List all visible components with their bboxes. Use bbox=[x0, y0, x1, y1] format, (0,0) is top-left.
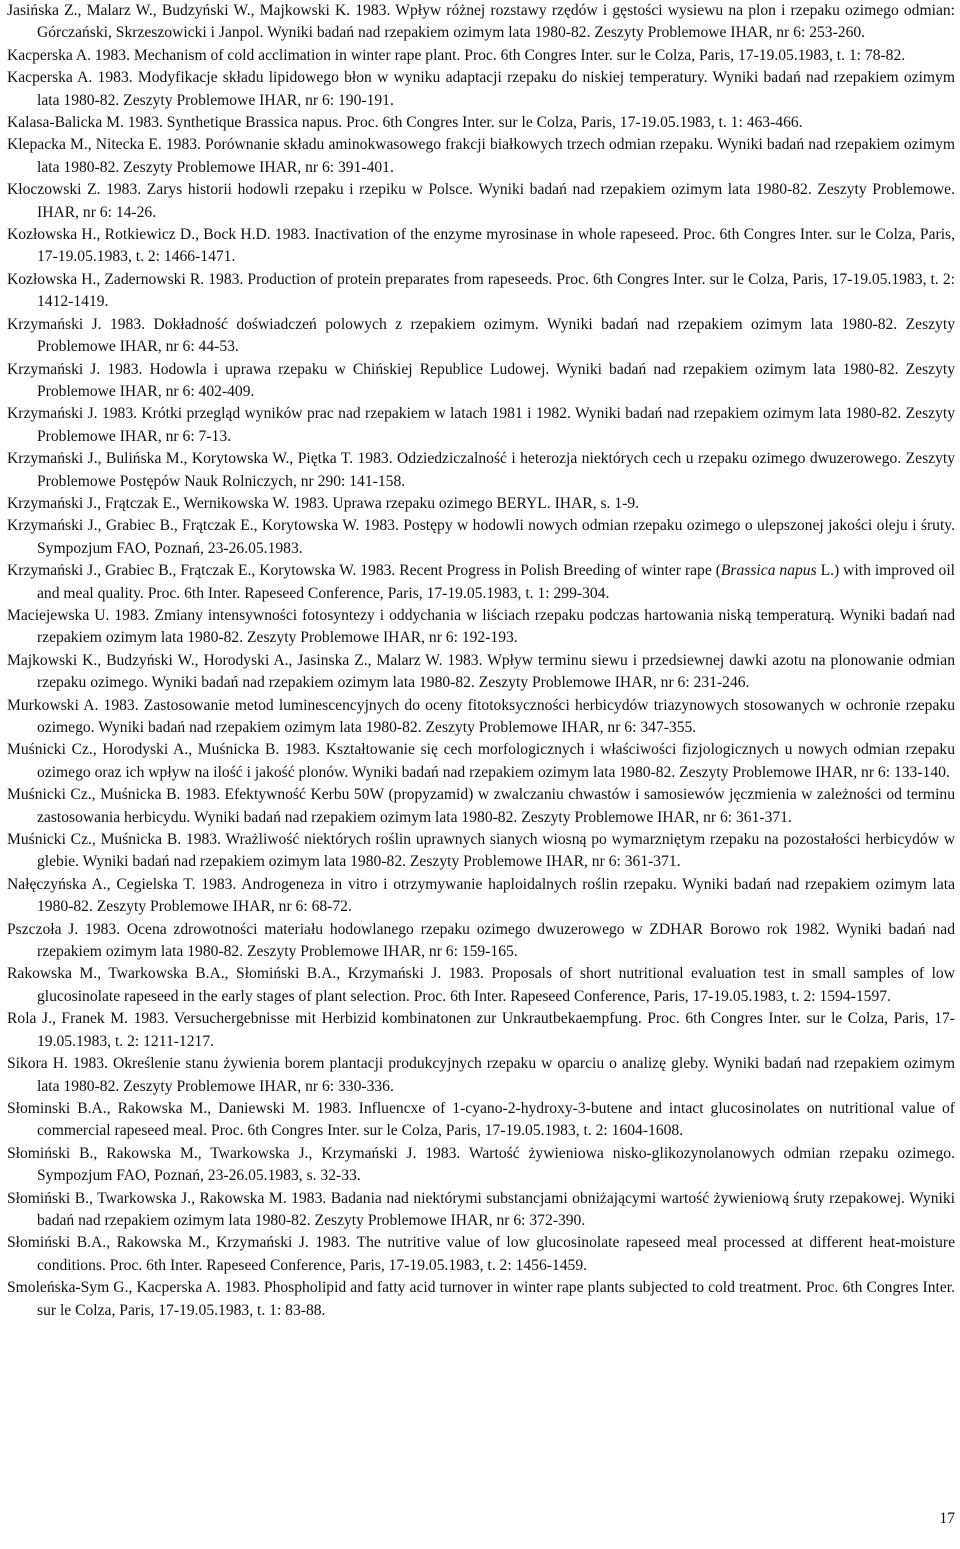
reference-item: Krzymański J., Grabiec B., Frątczak E., Korytowska W. 1983. Recent Progress in Polish Breeding of winter rape (Brassica napus L.) with improved oil and meal quality. Proc. 6th Inter. Rapeseed Conference, Paris, 17-19.05.1983, t. 1: 299-304. bbox=[7, 562, 955, 602]
reference-item: Kozłowska H., Rotkiewicz D., Bock H.D. 1983. Inactivation of the enzyme myrosinase in whole rapeseed. Proc. 6th Congres Inter. sur le Colza, Paris, 17-19.05.1983, t. 2: 1466-1471. bbox=[7, 226, 955, 266]
reference-item: Słomiński B., Rakowska M., Twarkowska J., Krzymański J. 1983. Wartość żywieniowa nisko-glikozynolanowych odmian rzepaku ozimego. Sympozjum FAO, Poznań, 23-26.05.1983, s. 32-33. bbox=[7, 1144, 955, 1185]
reference-item: Smoleńska-Sym G., Kacperska A. 1983. Phospholipid and fatty acid turnover in winter rape plants subjected to cold treatment. Proc. 6th Congres Inter. sur le Colza, Paris, 17-19.05.1983, t. 1: 83-88. bbox=[7, 1279, 955, 1319]
reference-item: Klepacka M., Nitecka E. 1983. Porównanie składu aminokwasowego frakcji białkowych trzech odmian rzepaku. Wyniki badań nad rzepakiem ozimym lata 1980-82. Zeszyty Problemowe IHAR, nr 6: 391-401. bbox=[7, 136, 955, 176]
reference-item: Sikora H. 1983. Określenie stanu żywienia borem plantacji produkcyjnych rzepaku w oparciu o analizę gleby. Wyniki badań nad rzepakiem ozimym lata 1980-82. Zeszyty Problemowe IHAR, nr 6: 330-336. bbox=[7, 1055, 955, 1095]
reference-item: Rakowska M., Twarkowska B.A., Słomiński B.A., Krzymański J. 1983. Proposals of short nutritional evaluation test in small samples of low glucosinolate rapeseed in the early stages of plant selection. Proc. 6th Inter. Rapeseed Conference, Paris, 17-19.05.1983, t. 2: 1594-1597. bbox=[7, 965, 955, 1005]
reference-item: Krzymański J., Grabiec B., Frątczak E., Korytowska W. 1983. Postępy w hodowli nowych odmian rzepaku ozimego o ulepszonej jakości oleju i śruty. Sympozjum FAO, Poznań, 23-26.05.1983. bbox=[7, 517, 955, 557]
reference-item: Słomiński B., Twarkowska J., Rakowska M. 1983. Badania nad niektórymi substancjami obniżającymi wartość żywieniową śruty rzepakowej. Wyniki badań nad rzepakiem ozimym lata 1980-82. Zeszyty Problemowe IHAR, nr 6: 372-390. bbox=[7, 1189, 955, 1229]
reference-item: Majkowski K., Budzyński W., Horodyski A., Jasinska Z., Malarz W. 1983. Wpływ terminu siewu i przedsiewnej dawki azotu na plonowanie odmian rzepaku ozimego. Wyniki badań nad rzepakiem ozimym lata 1980-82. Zeszyty Problemowe IHAR, nr 6: 231-246. bbox=[7, 651, 955, 692]
reference-item: Muśnicki Cz., Muśnicka B. 1983. Wrażliwość niektórych roślin uprawnych sianych wiosną po wymarzniętym rzepaku na pozostałości herbicydów w glebie. Wyniki badań nad rzepakiem ozimym lata 1980-82. Zeszyty Problemowe IHAR, nr 6: 361-371. bbox=[7, 831, 955, 871]
reference-item: Kozłowska H., Zadernowski R. 1983. Production of protein preparates from rapeseeds. Proc. 6th Congres Inter. sur le Colza, Paris, 17-19.05.1983, t. 2: 1412-1419. bbox=[7, 270, 955, 311]
page-number: 17 bbox=[939, 1510, 955, 1527]
reference-item: Kacperska A. 1983. Mechanism of cold acclimation in winter rape plant. Proc. 6th Congres Inter. sur le Colza, Paris, 17-19.05.1983, t. 1: 78-82. bbox=[7, 46, 906, 64]
reference-item: Murkowski A. 1983. Zastosowanie metod luminescencyjnych do oceny fitotoksyczności herbicydów triazynowych stosowanych w ochronie rzepaku ozimego. Wyniki badań nad rzepakiem ozimym lata 1980-82. Zeszyty Problemowe IHAR, nr 6: 347-355. bbox=[7, 696, 955, 736]
reference-list bbox=[7, 0, 955, 1322]
reference-item: Muśnicki Cz., Muśnicka B. 1983. Efektywność Kerbu 50W (propyzamid) w zwalczaniu chwastów i samosiewów jęczmienia w zależności od terminu zastosowania herbicydu. Wyniki badań nad rzepakiem ozimym lata 1980-82. Zeszyty Problemowe IHAR, nr 6: 361-371. bbox=[7, 786, 955, 826]
reference-item: Słominski B.A., Rakowska M., Daniewski M. 1983. Influencxe of 1-cyano-2-hydroxy-3-butene and intact glucosinolates on nutritional value of commercial rapeseed meal. Proc. 6th Congres Inter. sur le Colza, Paris, 17-19.05.1983, t. 2: 1604-1608. bbox=[7, 1099, 955, 1140]
reference-item: Krzymański J. 1983. Dokładność doświadczeń polowych z rzepakiem ozimym. Wyniki badań nad rzepakiem ozimym lata 1980-82. Zeszyty Problemowe IHAR, nr 6: 44-53. bbox=[7, 315, 955, 356]
reference-item: Krzymański J. 1983. Krótki przegląd wyników prac nad rzepakiem w latach 1981 i 1982. Wyniki badań nad rzepakiem ozimym lata 1980-82. Zeszyty Problemowe IHAR, nr 6: 7-13. bbox=[7, 405, 955, 445]
reference-item: Krzymański J., Frątczak E., Wernikowska W. 1983. Uprawa rzepaku ozimego BERYL. IHAR, s. 1-9. bbox=[7, 494, 640, 512]
reference-item: Muśnicki Cz., Horodyski A., Muśnicka B. 1983. Kształtowanie się cech morfologicznych i właściwości fizjologicznych u nowych odmian rzepaku ozimego oraz ich wpływ na ilość i jakość plonów. Wyniki badań nad rzepakiem ozimym lata 1980-82. Zeszyty Problemowe IHAR, nr 6: 133-140. bbox=[7, 741, 955, 781]
reference-item: Kacperska A. 1983. Modyfikacje składu lipidowego błon w wyniku adaptacji rzepaku do niskiej temperatury. Wyniki badań nad rzepakiem ozimym lata 1980-82. Zeszyty Problemowe IHAR, nr 6: 190-191. bbox=[7, 69, 955, 109]
reference-item: Słomiński B.A., Rakowska M., Krzymański J. 1983. The nutritive value of low glucosinolate rapeseed meal processed at different heat-moisture conditions. Proc. 6th Inter. Rapeseed Conference, Paris, 17-19.05.1983, t. 2: 1456-1459. bbox=[7, 1234, 955, 1274]
reference-item: Krzymański J. 1983. Hodowla i uprawa rzepaku w Chińskiej Republice Ludowej. Wyniki badań nad rzepakiem ozimym lata 1980-82. Zeszyty Problemowe IHAR, nr 6: 402-409. bbox=[7, 360, 955, 400]
reference-item: Kalasa-Balicka M. 1983. Synthetique Brassica napus. Proc. 6th Congres Inter. sur le Colza, Paris, 17-19.05.1983, t. 1: 463-466. bbox=[7, 114, 803, 132]
reference-item: Jasińska Z., Malarz W., Budzyński W., Majkowski K. 1983. Wpływ różnej rozstawy rzędów i gęstości wysiewu na plon i rzepaku ozimego odmian: Górczański, Skrzeszowicki i Janpol. Wyniki badań nad rzepakiem ozimym lata 1980-82. Zeszyty Problemowe IHAR, nr 6: 253-260. bbox=[7, 2, 955, 42]
reference-item: Kłoczowski Z. 1983. Zarys historii hodowli rzepaku i rzepiku w Polsce. Wyniki badań nad rzepakiem ozimym lata 1980-82. Zeszyty Problemowe. IHAR, nr 6: 14-26. bbox=[7, 181, 955, 221]
reference-item: Pszczoła J. 1983. Ocena zdrowotności materiału hodowlanego rzepaku ozimego dwuzerowego w ZDHAR Borowo rok 1982. Wyniki badań nad rzepakiem ozimym lata 1980-82. Zeszyty Problemowe IHAR, nr 6: 159-165. bbox=[7, 920, 955, 961]
reference-item: Maciejewska U. 1983. Zmiany intensywności fotosyntezy i oddychania w liściach rzepaku podczas hartowania niską temperaturą. Wyniki badań nad rzepakiem ozimym lata 1980-82. Zeszyty Problemowe IHAR, nr 6: 192-193. bbox=[7, 606, 955, 647]
reference-item: Nałęczyńska A., Cegielska T. 1983. Androgeneza in vitro i otrzymywanie haploidalnych roślin rzepaku. Wyniki badań nad rzepakiem ozimym lata 1980-82. Zeszyty Problemowe IHAR, nr 6: 68-72. bbox=[7, 875, 955, 916]
reference-item: Rola J., Franek M. 1983. Versuchergebnisse mit Herbizid kombinatonen zur Unkrautbekaempfung. Proc. 6th Congres Inter. sur le Colza, Paris, 17-19.05.1983, t. 2: 1211-1217. bbox=[7, 1010, 955, 1050]
reference-item: Krzymański J., Bulińska M., Korytowska W., Piętka T. 1983. Odziedziczalność i heterozja niektórych cech u rzepaku ozimego dwuzerowego. Zeszyty Problemowe Postępów Nauk Rolniczych, nr 290: 141-158. bbox=[7, 450, 955, 490]
